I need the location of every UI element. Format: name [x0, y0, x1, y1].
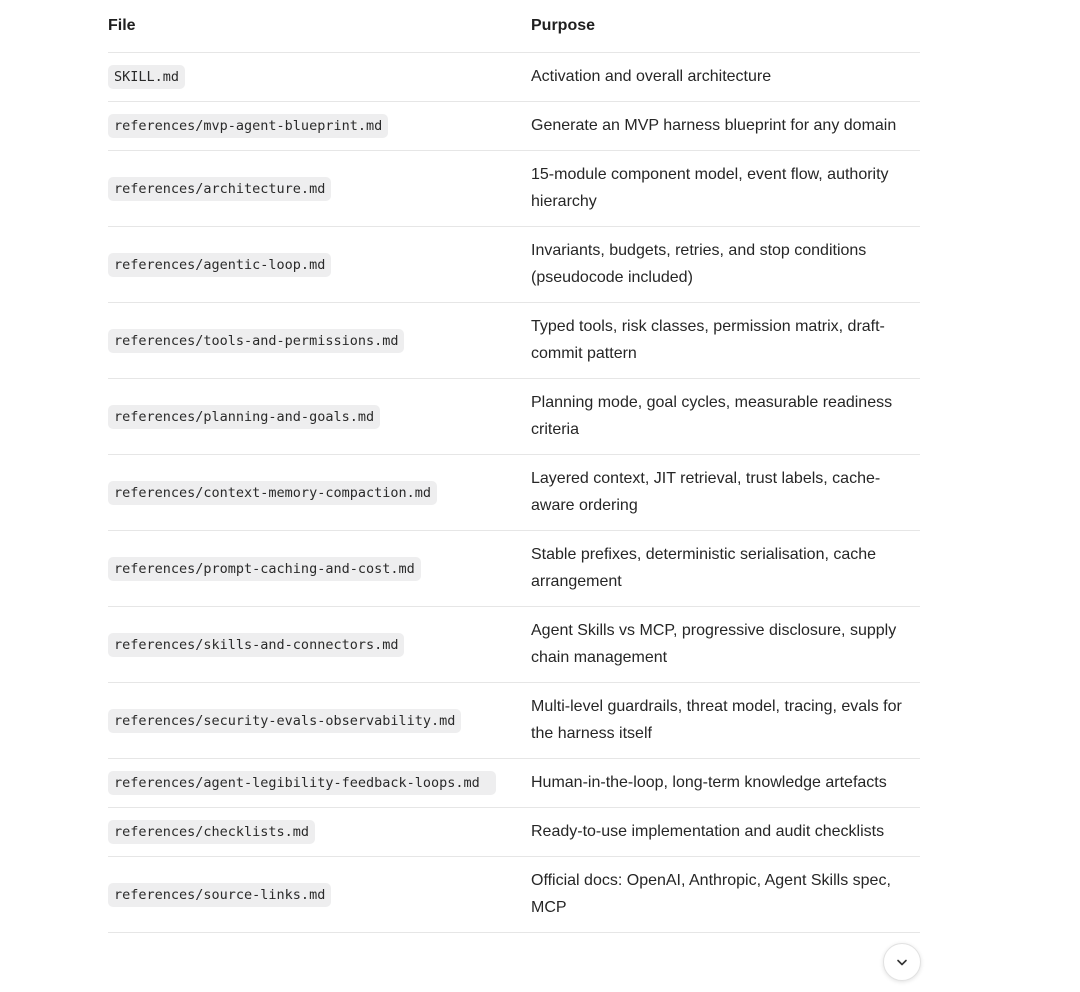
file-cell [108, 53, 531, 102]
file-cell [108, 455, 531, 531]
table-row [108, 102, 920, 151]
header-purpose: Purpose [531, 0, 920, 53]
purpose-cell: Stable prefixes, deterministic serialisation, cache arrangement [531, 531, 920, 607]
file-cell [108, 303, 531, 379]
file-cell [108, 151, 531, 227]
table-row [108, 379, 920, 455]
file-name-code: references/prompt-caching-and-cost.md [108, 557, 421, 581]
file-name-code: references/context-memory-compaction.md [108, 481, 437, 505]
file-purpose-table [108, 0, 920, 933]
table-row [108, 227, 920, 303]
purpose-cell: Official docs: OpenAI, Anthropic, Agent Skills spec, MCP [531, 857, 920, 933]
file-name-code: references/skills-and-connectors.md [108, 633, 404, 657]
purpose-cell: Agent Skills vs MCP, progressive disclosure, supply chain management [531, 607, 920, 683]
file-name-code: references/agent-legibility-feedback-loops.md [108, 771, 496, 795]
file-name-code: references/security-evals-observability.md [108, 709, 461, 733]
file-cell [108, 759, 531, 808]
file-cell [108, 683, 531, 759]
file-name-code: references/checklists.md [108, 820, 315, 844]
purpose-cell: Invariants, budgets, retries, and stop conditions (pseudocode included) [531, 227, 920, 303]
file-name-code: references/agentic-loop.md [108, 253, 331, 277]
scroll-to-bottom-button[interactable] [883, 943, 921, 981]
table-row [108, 151, 920, 227]
table-row [108, 759, 920, 808]
purpose-cell: Planning mode, goal cycles, measurable readiness criteria [531, 379, 920, 455]
table-header-row [108, 0, 920, 53]
table-row [108, 455, 920, 531]
file-name-code: SKILL.md [108, 65, 185, 89]
purpose-cell: Human-in-the-loop, long-term knowledge artefacts [531, 759, 920, 808]
table-row [108, 531, 920, 607]
purpose-cell: Activation and overall architecture [531, 53, 920, 102]
file-cell [108, 531, 531, 607]
file-name-code: references/mvp-agent-blueprint.md [108, 114, 388, 138]
file-cell [108, 607, 531, 683]
purpose-cell: Multi-level guardrails, threat model, tracing, evals for the harness itself [531, 683, 920, 759]
purpose-cell: Ready-to-use implementation and audit checklists [531, 808, 920, 857]
file-cell [108, 808, 531, 857]
header-file: File [108, 0, 531, 53]
file-cell [108, 379, 531, 455]
table-row [108, 857, 920, 933]
file-cell [108, 102, 531, 151]
file-name-code: references/tools-and-permissions.md [108, 329, 404, 353]
purpose-cell: 15-module component model, event flow, authority hierarchy [531, 151, 920, 227]
file-name-code: references/source-links.md [108, 883, 331, 907]
file-name-code: references/planning-and-goals.md [108, 405, 380, 429]
purpose-cell: Generate an MVP harness blueprint for any domain [531, 102, 920, 151]
table-row [108, 607, 920, 683]
purpose-cell: Typed tools, risk classes, permission matrix, draft-commit pattern [531, 303, 920, 379]
chevron-down-icon [895, 955, 909, 969]
file-purpose-table-container [108, 0, 920, 933]
table-row [108, 683, 920, 759]
table-row [108, 303, 920, 379]
purpose-cell: Layered context, JIT retrieval, trust labels, cache-aware ordering [531, 455, 920, 531]
table-row [108, 808, 920, 857]
file-cell [108, 857, 531, 933]
file-cell [108, 227, 531, 303]
file-name-code: references/architecture.md [108, 177, 331, 201]
table-row [108, 53, 920, 102]
